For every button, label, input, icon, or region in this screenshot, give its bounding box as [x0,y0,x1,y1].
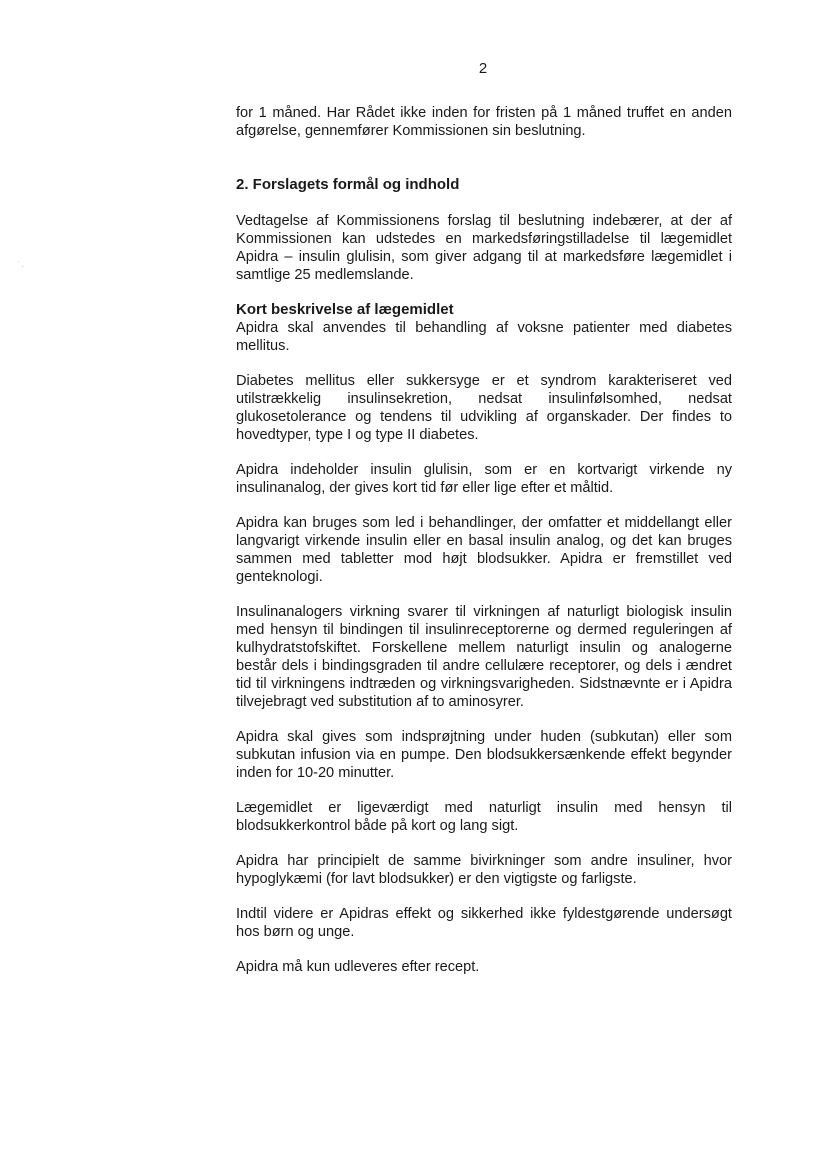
paragraph-children: Indtil videre er Apidras effekt og sikkerhed ikke fyldestgørende undersøgt hos børn og unge. [236,906,732,940]
paragraph-diabetes: Diabetes mellitus eller sukkersyge er et syndrom karakteriseret ved utilstrækkelig insulinsekretion, nedsat insulinfølsomhed, nedsat glukosetolerance og tendens til udvikling af organskader. Der findes to hovedtyper, type I og type II diabetes. [236,373,732,443]
scan-artifact: ˙ ˯ [18,262,24,268]
document-body [236,104,732,976]
paragraph-intro: Vedtagelse af Kommissionens forslag til beslutning indebærer, at der af Kommissionen kan udstedes en markedsføringstilladelse til lægemidlet Apidra – insulin glulisin, som giver adgang til at markedsføre lægemidlet i samtlige 25 medlemslande. [236,213,732,283]
paragraph-glulisin: Apidra indeholder insulin glulisin, som er en kortvarigt virkende ny insulinanalog, der gives kort tid før eller lige efter et måltid. [236,462,732,496]
paragraph-analogs: Insulinanalogers virkning svarer til virkningen af naturligt biologisk insulin med hensyn til bindingen til insulinreceptorerne og dermed reguleringen af kulhydratstofskiftet. Forskellene mellem naturligt insulin og analogerne består dels i bindingsgraden til andre cellulære receptorer, og dels i ændret tid til virkningens indtræden og virkningsvarigheden. Sidstnævnte er i Apidra tilvejebragt ved substitution af to aminosyrer. [236,604,732,710]
subheading: Kort beskrivelse af lægemidlet [236,301,454,318]
paragraph-administration: Apidra skal gives som indsprøjtning under huden (subkutan) eller som subkutan infusion via en pumpe. Den blodsukkersænkende effekt begynder inden for 10-20 minutter. [236,729,732,781]
section-heading: 2. Forslagets formål og indhold [236,176,460,193]
paragraph-prescription: Apidra må kun udleveres efter recept. [236,959,480,975]
paragraph-continuation: for 1 måned. Har Rådet ikke inden for fristen på 1 måned truffet en anden afgørelse, gennemfører Kommissionen sin beslutning. [236,105,732,139]
page-number: 2 [478,60,488,77]
paragraph-sub-first: Apidra skal anvendes til behandling af voksne patienter med diabetes mellitus. [236,320,732,354]
paragraph-side-effects: Apidra har principielt de samme bivirkninger som andre insuliner, hvor hypoglykæmi (for lavt blodsukker) er den vigtigste og farligste. [236,853,732,887]
paragraph-treatment: Apidra kan bruges som led i behandlinger, der omfatter et middellangt eller langvarigt virkende insulin eller en basal insulin analog, og det kan bruges sammen med tabletter mod højt blodsukker. Apidra er fremstillet ved genteknologi. [236,515,732,585]
paragraph-equivalence: Lægemidlet er ligeværdigt med naturligt insulin med hensyn til blodsukkerkontrol både på kort og lang sigt. [236,800,732,834]
